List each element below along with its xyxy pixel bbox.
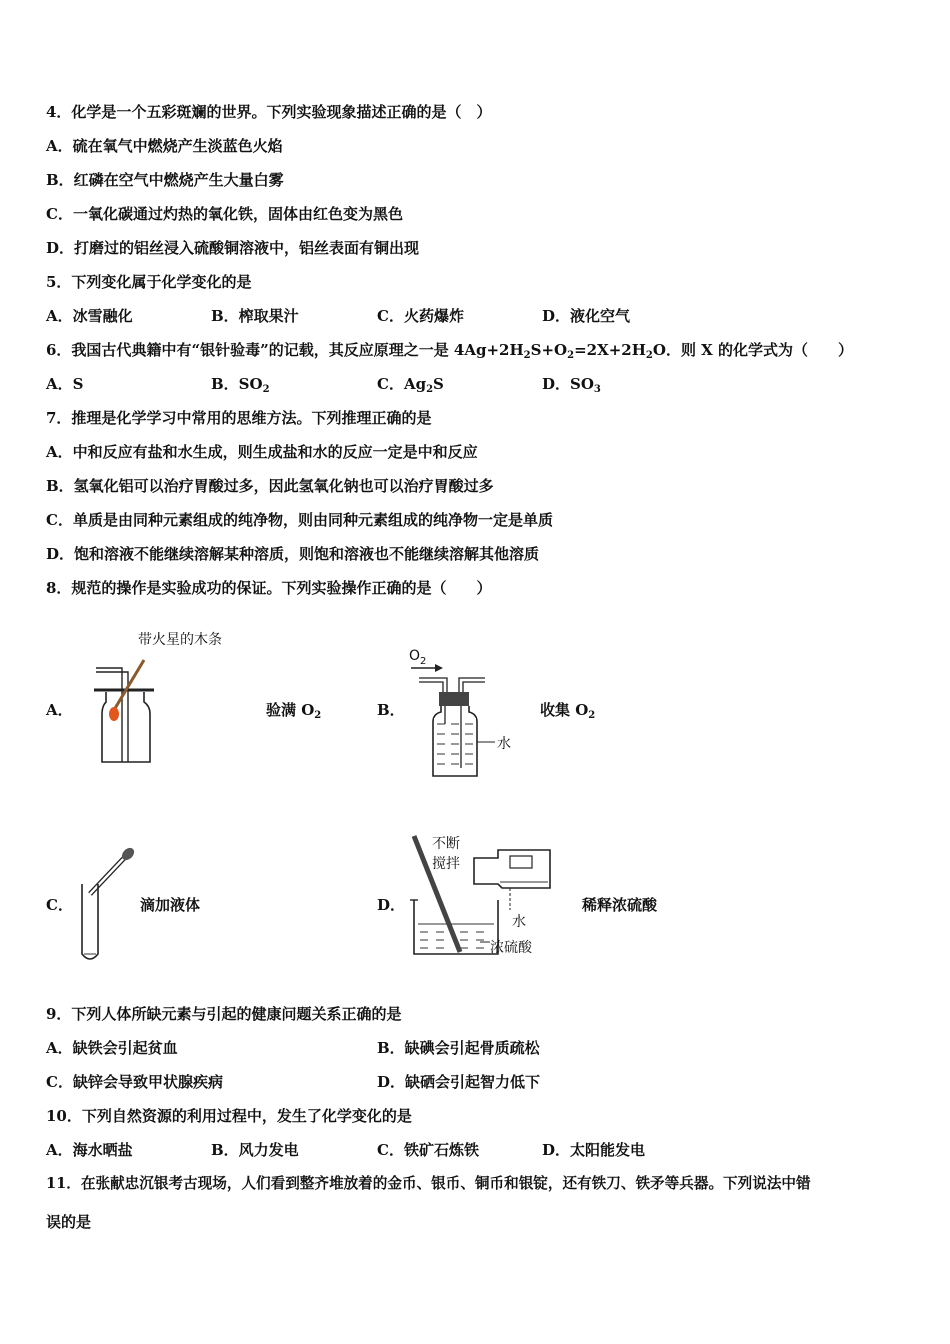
q8-option-d-label: 稀释浓硫酸 bbox=[582, 896, 658, 914]
glass-rod bbox=[414, 836, 460, 952]
q5-option-c: C．火药爆炸 bbox=[377, 307, 464, 325]
q7-option-a: A．中和反应有盐和水生成，则生成盐和水的反应一定是中和反应 bbox=[46, 443, 478, 461]
q6-option-a: A．S bbox=[46, 375, 84, 393]
q4-option-b: B．红磷在空气中燃烧产生大量白雾 bbox=[46, 171, 284, 189]
q10-option-b: B．风力发电 bbox=[211, 1141, 299, 1159]
q7-option-d: D．饱和溶液不能继续溶解某种溶质，则饱和溶液也不能继续溶解其他溶质 bbox=[46, 545, 540, 563]
flow-arrow-icon bbox=[435, 664, 443, 672]
q4-option-c: C．一氧化碳通过灼热的氧化铁，固体由红色变为黑色 bbox=[46, 205, 403, 223]
q8-option-b-label: 收集 $O_2$ bbox=[540, 701, 596, 721]
q8-option-d-letter: D． bbox=[377, 896, 406, 914]
splint-caption: 带火星的木条 bbox=[138, 632, 222, 648]
q9-option-b: B．缺碘会引起骨质疏松 bbox=[377, 1039, 540, 1057]
q5-option-d: D．液化空气 bbox=[542, 307, 631, 325]
q8-option-c-label: 滴加液体 bbox=[140, 896, 201, 914]
q8-option-b-letter: B． bbox=[377, 701, 405, 719]
gas-bottle bbox=[102, 692, 150, 762]
q4-option-d: D．打磨过的铝丝浸入硫酸铜溶液中，铝丝表面有铜出现 bbox=[46, 239, 420, 257]
q5-stem: 5．下列变化属于化学变化的是 bbox=[46, 273, 252, 291]
q8-figure-d bbox=[400, 830, 560, 960]
q6-stem: 6．我国古代典籍中有“银针验毒”的记载，其反应原理之一是 $4Ag+2H_2S+O_2=2X+2H_2O$．则 X 的化学式为（ ） bbox=[46, 341, 854, 361]
oxygen-label: $O_2$ bbox=[409, 648, 427, 667]
q8-option-a-letter: A． bbox=[46, 701, 73, 719]
q10-option-d: D．太阳能发电 bbox=[542, 1141, 646, 1159]
q9-option-c: C．缺锌会导致甲状腺疾病 bbox=[46, 1073, 223, 1091]
q8-figure-a bbox=[82, 624, 252, 774]
q8-figure-b bbox=[405, 640, 535, 782]
q9-option-d: D．缺硒会引起智力低下 bbox=[377, 1073, 541, 1091]
q4-stem: 4．化学是一个五彩斑斓的世界。下列实验现象描述正确的是（ ） bbox=[46, 103, 492, 121]
q9-stem: 9．下列人体所缺元素与引起的健康问题关系正确的是 bbox=[46, 1005, 402, 1023]
stir-label-1: 不断 bbox=[432, 836, 460, 852]
q6-option-c: C．$Ag_2S$ bbox=[377, 375, 444, 395]
q10-option-a: A．海水晒盐 bbox=[46, 1141, 133, 1159]
q9-option-a: A．缺铁会引起贫血 bbox=[46, 1039, 178, 1057]
test-tube bbox=[82, 884, 98, 959]
q5-option-b: B．榨取果汁 bbox=[211, 307, 299, 325]
q8-option-c-letter: C． bbox=[46, 896, 73, 914]
q7-option-c: C．单质是由同种元素组成的纯净物，则由同种元素组成的纯净物一定是单质 bbox=[46, 511, 553, 529]
stir-label-2: 搅拌 bbox=[432, 856, 460, 872]
q10-stem: 10．下列自然资源的利用过程中，发生了化学变化的是 bbox=[46, 1107, 412, 1125]
rubber-stopper bbox=[439, 692, 469, 706]
glowing-ember-icon bbox=[109, 707, 119, 721]
q11-stem-line2: 误的是 bbox=[46, 1213, 92, 1231]
q8-stem: 8．规范的操作是实验成功的保证。下列实验操作正确的是（ ） bbox=[46, 579, 492, 597]
q5-option-a: A．冰雪融化 bbox=[46, 307, 133, 325]
q10-option-c: C．铁矿石炼铁 bbox=[377, 1141, 479, 1159]
q11-stem-line1: 11．在张献忠沉银考古现场，人们看到整齐堆放着的金币、银币、铜币和银锭，还有铁刀、铁矛等兵器。下列说法中错 bbox=[46, 1175, 811, 1192]
q8-figure-c bbox=[74, 842, 144, 966]
q7-stem: 7．推理是化学学习中常用的思维方法。下列推理正确的是 bbox=[46, 409, 432, 427]
water-label: 水 bbox=[512, 914, 526, 930]
q4-option-a: A．硫在氧气中燃烧产生淡蓝色火焰 bbox=[46, 137, 283, 155]
q7-option-b: B．氢氧化铝可以治疗胃酸过多，因此氢氧化钠也可以治疗胃酸过多 bbox=[46, 477, 494, 495]
water-label: 水 bbox=[497, 736, 511, 752]
acid-label: 浓硫酸 bbox=[490, 940, 532, 956]
q8-option-a-label: 验满 $O_2$ bbox=[266, 701, 322, 721]
q6-option-d: D．$SO_3$ bbox=[542, 375, 601, 395]
q6-option-b: B．$SO_2$ bbox=[211, 375, 270, 395]
